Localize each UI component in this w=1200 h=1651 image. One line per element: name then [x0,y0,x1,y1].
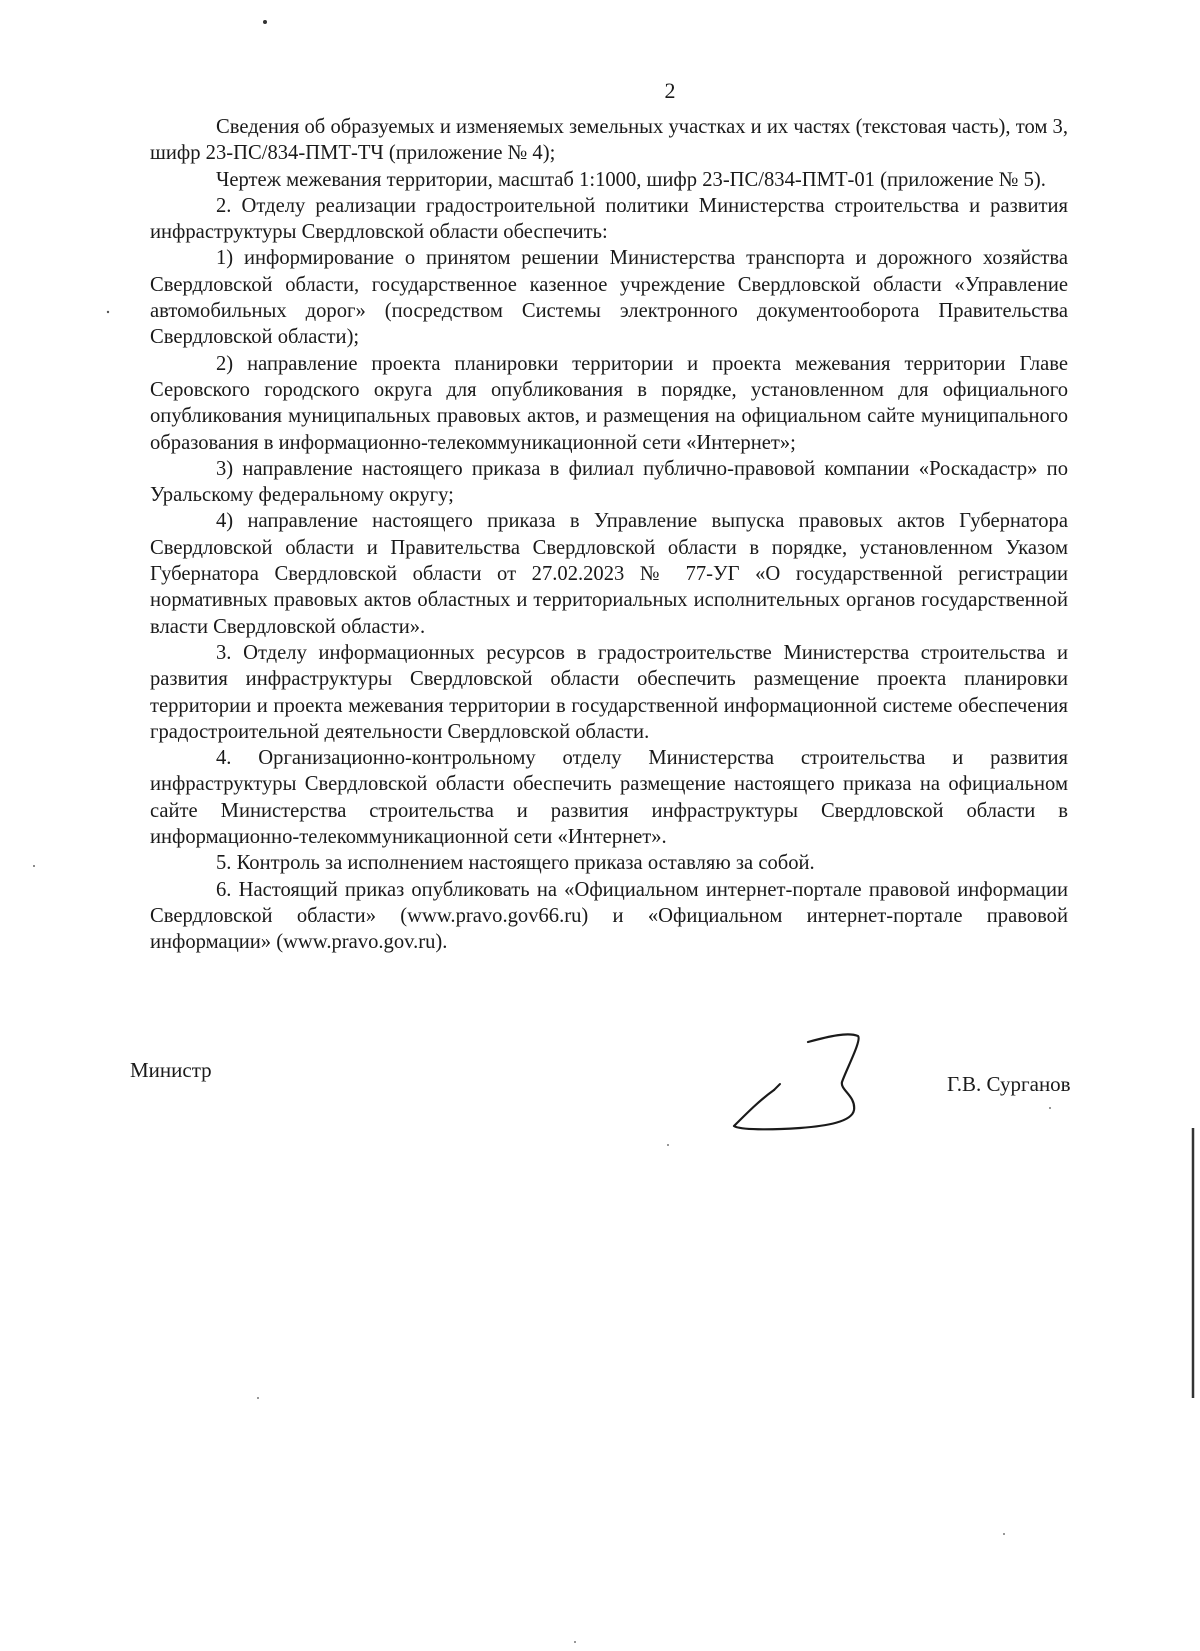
page-number: 2 [664,78,676,103]
paragraph-item-4: 4. Организационно-контрольному отделу Министерства строительства и развития инфраструктуры Свердловской области обеспечить размещение настоящего приказа на официальном сайте Министерства строительства и развития инфраструктуры Свердловской области в информационно-телекоммуникационной сети «Интернет». [150,747,1068,849]
paragraph-appendix-4: Сведения об образуемых и изменяемых земельных участках и их частях (текстовая часть), том 3, шифр 23-ПС/834-ПМТ-ТЧ (приложение № 4); [150,116,1068,165]
paragraph-item-2-1: 1) информирование о принятом решении Министерства транспорта и дорожного хозяйства Свердловской области, государственное казенное учреждение Свердловской области «Управление автомобильных дорог» (посредством Системы электронного документооборота Правительства Свердловской области); [150,247,1068,349]
paragraph-item-2-2: 2) направление проекта планировки территории и проекта межевания территории Главе Серовского городского округа для опубликования в порядке, установленном для официального опубликования муниципальных правовых актов, и размещения на официальном сайте муниципального образования в информационно-телекоммуникационной сети «Интернет»; [150,352,1068,454]
paragraph-appendix-5: Чертеж межевания территории, масштаб 1:1000, шифр 23-ПС/834-ПМТ-01 (приложение № 5). [216,168,1046,191]
paragraph-item-5: 5. Контроль за исполнением настоящего приказа оставляю за собой. [216,852,815,875]
paragraph-item-2-4: 4) направление настоящего приказа в Управление выпуска правовых актов Губернатора Свердловской области и Правительства Свердловской области в порядке, установленном Указом Губернатора Свердловской области от 27.02.2023 № 77-УГ «О государственной регистрации нормативных правовых актов областных и территориальных исполнительных органов государственной власти Свердловской области». [150,510,1068,638]
paragraph-item-3: 3. Отделу информационных ресурсов в градостроительстве Министерства строительства и развития инфраструктуры Свердловской области обеспечить размещение проекта планировки территории и проекта межевания территории в государственной информационной системе обеспечения градостроительной деятельности Свердловской области. [150,641,1068,743]
paragraph-item-6: 6. Настоящий приказ опубликовать на «Официальном интернет-портале правовой информации Свердловской области» (www.pravo.gov66.ru) и «Официальном интернет-портале правовой информации» (www.pravo.gov.ru). [150,878,1068,954]
paragraph-item-2-3: 3) направление настоящего приказа в филиал публично-правовой компании «Роскадастр» по Уральскому федеральному округу; [150,457,1068,507]
paragraph-item-2: 2. Отделу реализации градостроительной политики Министерства строительства и развития инфраструктуры Свердловской области обеспечить: [150,194,1068,244]
signatory-name: Г.В. Сурганов [947,1072,1071,1096]
signatory-title: Министр [130,1058,212,1082]
